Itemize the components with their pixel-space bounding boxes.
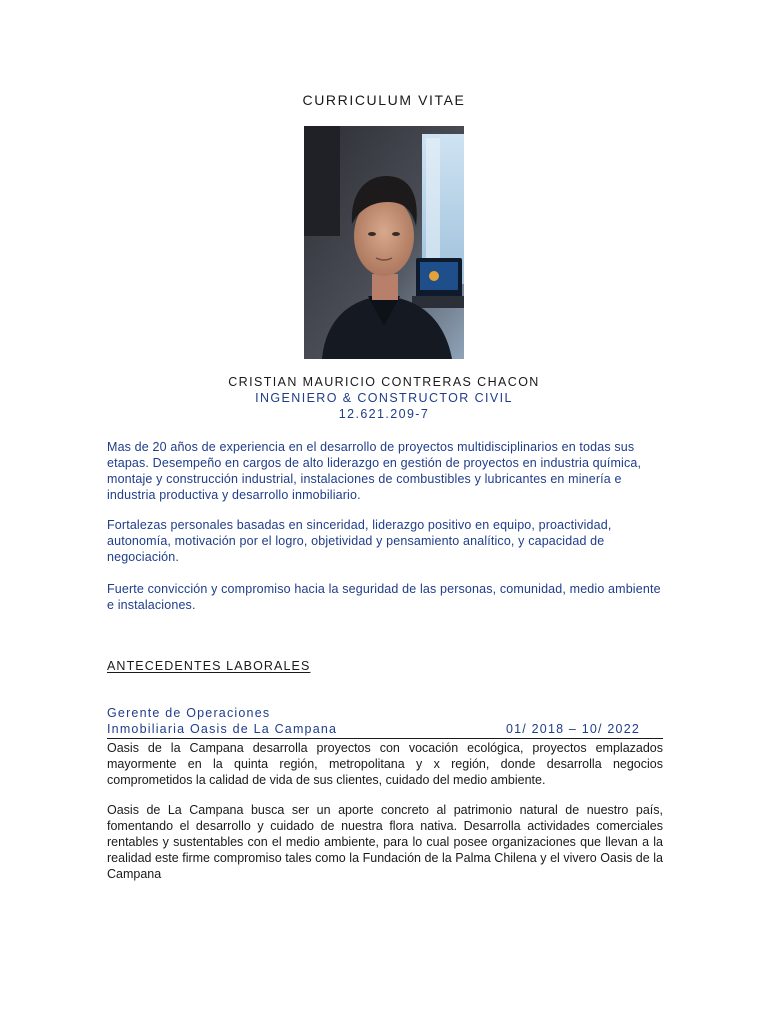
person-name: CRISTIAN MAURICIO CONTRERAS CHACON	[228, 375, 540, 389]
summary-paragraph: Mas de 20 años de experiencia en el desarrollo de proyectos multidisciplinarios en todas sus etapas. Desempeño en cargos de alto liderazgo en gestión de proyectos en industria química, montaje y construcción industrial, instalaciones de combustibles y lubricantes en minería e industria productiva y desarrollo inmobiliario.	[107, 440, 642, 502]
document-title: CURRICULUM VITAE	[302, 92, 466, 108]
person-id-number: 12.621.209-7	[338, 407, 430, 421]
job-company-row	[107, 722, 663, 739]
job-description-paragraph: Oasis de la Campana desarrolla proyectos con vocación ecológica, proyectos emplazados mayormente en la quinta región, metropolitana y x región, donde desarrolla negocios comprometidos la calidad de vida de sus clientes, cuidado del medio ambiente.	[107, 741, 663, 787]
job-description-paragraph: Oasis de La Campana busca ser un aporte concreto al patrimonio natural de nuestro país, fomentando el desarrollo y cuidado de nuestra flora nativa. Desarrolla actividades comerciales rentables y sustentables con el medio ambiente, para lo cual posee organizaciones que llevan a la realidad este firme compromiso tales como la Fundación de la Palma Chilena y el vivero Oasis de la Campana	[107, 803, 663, 881]
job-company: Inmobiliaria Oasis de La Campana	[107, 722, 338, 736]
section-title-work-history: ANTECEDENTES LABORALES	[107, 659, 311, 673]
job-title: Gerente de Operaciones	[107, 706, 271, 720]
person-profession: INGENIERO & CONSTRUCTOR CIVIL	[255, 391, 513, 405]
commitment-paragraph: Fuerte convicción y compromiso hacia la seguridad de las personas, comunidad, medio ambiente e instalaciones.	[107, 582, 661, 612]
strengths-paragraph: Fortalezas personales basadas en sinceridad, liderazgo positivo en equipo, proactividad, autonomía, motivación por el logro, objetividad y pensamiento analítico, y capacidad de negociación.	[107, 518, 612, 564]
job-dates: 01/ 2018 – 10/ 2022	[506, 722, 641, 736]
portrait-photo	[304, 126, 464, 359]
